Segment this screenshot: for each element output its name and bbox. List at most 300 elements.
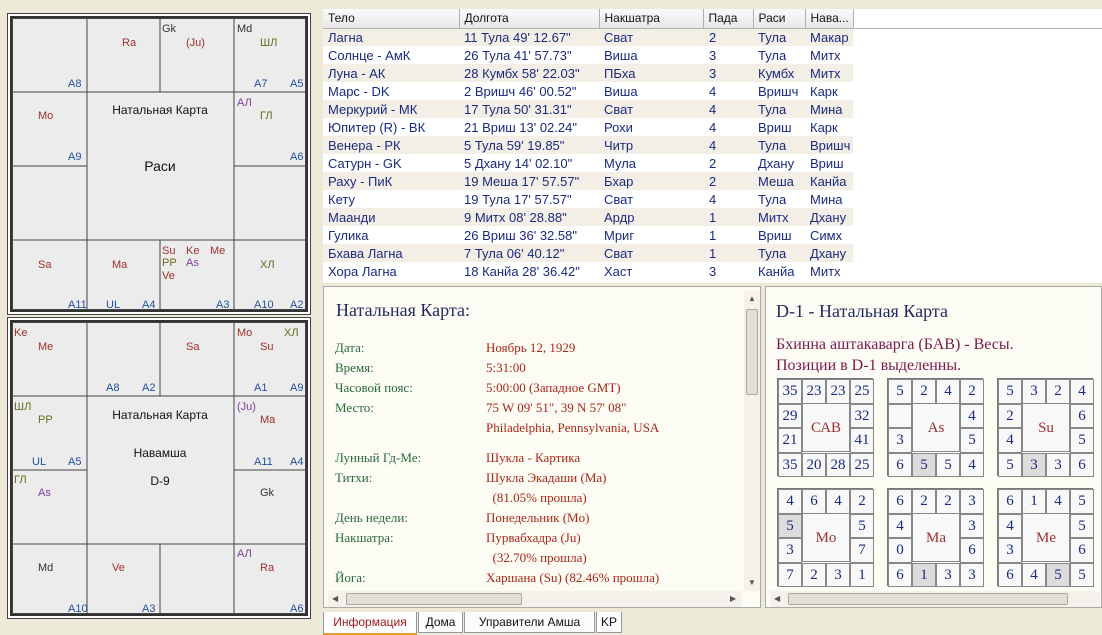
table-cell: Рохи [604, 119, 633, 135]
chart-label: АЛ [237, 548, 252, 560]
subtitle-line-2: Позиции в D-1 выделенны. [776, 357, 962, 374]
scroll-right-icon[interactable]: ▶ [730, 594, 737, 603]
table-cell: Митх [805, 64, 853, 82]
table-row[interactable] [323, 82, 1102, 100]
scroll-thumb[interactable] [346, 593, 522, 605]
column-header[interactable]: Нава... [805, 9, 853, 28]
chart-label: A9 [290, 382, 304, 394]
chart-label: Sa [38, 259, 52, 271]
table-cell-spacer [853, 262, 1102, 280]
bav-cell: 35 [778, 453, 802, 478]
bav-cell: 6 [888, 453, 912, 478]
bav-box[interactable] [777, 488, 873, 586]
table-cell: Дханy [758, 155, 795, 171]
table-cell: Бхава Лагна [323, 244, 459, 262]
chart-label: Mo [38, 110, 54, 122]
bav-cell: 5 [912, 453, 936, 478]
chart-label: UL [32, 456, 47, 468]
bav-box-label: Me [1022, 513, 1070, 562]
scroll-up-icon[interactable]: ▲ [748, 294, 756, 303]
table-cell: Юпитер (R) - ВК [328, 119, 426, 135]
chart-label: Md [237, 23, 253, 35]
table-cell-spacer [853, 136, 1102, 154]
info-key: Накшатра: [335, 530, 394, 545]
chart-subtitle: Навамша [133, 446, 187, 460]
table-cell: 28 Кумбх 58' 22.03" [459, 64, 599, 82]
info-value: 5:31:00 [486, 360, 526, 375]
bav-cell: 3 [1022, 453, 1046, 478]
table-cell: Меша [753, 172, 805, 190]
bav-cell: 25 [850, 379, 874, 404]
bav-box[interactable] [777, 378, 873, 476]
info-value: (32.70% прошла) [486, 550, 587, 565]
bav-box[interactable] [887, 378, 983, 476]
column-header[interactable]: Раси [753, 9, 805, 28]
chart-label: Ke [14, 327, 28, 339]
bav-cell: 6 [1070, 453, 1094, 478]
table-cell: 2 [709, 155, 717, 171]
table-row[interactable] [323, 46, 1102, 64]
table-cell: 3 [703, 64, 753, 82]
bav-cell: 4 [936, 379, 960, 404]
table-cell-spacer [853, 208, 1102, 226]
table-cell: Митх [810, 47, 841, 63]
chart-label: PP [38, 414, 53, 426]
chart-label: Gk [260, 487, 275, 499]
bav-cell: 2 [1046, 379, 1070, 404]
info-key: Йога: [335, 570, 366, 585]
info-value: Понедельник (Mo) [486, 510, 590, 525]
chart-label: Me [210, 245, 226, 257]
chart-label: Me [38, 341, 54, 353]
bav-cell: 5 [778, 514, 802, 539]
bav-box-label: Su [1022, 403, 1070, 452]
chart-label: PP [162, 257, 177, 269]
chart-label: ХЛ [284, 327, 299, 339]
table-row[interactable] [323, 172, 1102, 190]
info-key: Дата: [335, 340, 365, 355]
bav-cell: 3 [888, 428, 912, 453]
bav-cell: 20 [802, 453, 826, 478]
table-cell: 4 [703, 136, 753, 154]
bav-cell: 2 [802, 563, 826, 588]
chart-label: Ma [260, 414, 276, 426]
table-row[interactable] [323, 64, 1102, 82]
chart-label: АЛ [237, 97, 252, 109]
table-cell: 4 [703, 100, 753, 118]
table-cell: 26 Тула 41' 57.73" [464, 47, 572, 63]
table-cell: Вриш [758, 227, 792, 243]
chart-label: Ke [186, 245, 200, 257]
table-cell: Канйа [805, 172, 853, 190]
bav-cell: 5 [888, 379, 912, 404]
chart-label: ГЛ [260, 110, 273, 122]
bav-cell: 23 [826, 379, 850, 404]
table-cell: 1 [703, 208, 753, 226]
table-cell: Вриш [758, 119, 792, 135]
bav-cell: 5 [936, 453, 960, 478]
table-cell: Вришч [758, 83, 799, 99]
chart-label: Ra [122, 37, 137, 49]
bav-cell: 3 [960, 489, 984, 514]
table-cell-spacer [853, 190, 1102, 208]
chart-label: ШЛ [14, 401, 32, 413]
bav-cell: 25 [850, 453, 874, 478]
bav-cell: 5 [1070, 489, 1094, 514]
chart-label: Ve [162, 270, 175, 282]
bav-cell: 2 [912, 379, 936, 404]
table-cell: 4 [709, 191, 717, 207]
bav-cell: 41 [850, 428, 874, 453]
chart-label: Mo [237, 327, 253, 339]
table-cell: ПБха [599, 64, 703, 82]
table-cell: Дханy [805, 244, 853, 262]
table-cell: 7 Тула 06' 40.12" [459, 244, 599, 262]
bav-cell: 5 [1070, 514, 1094, 539]
column-header[interactable]: Пада [703, 9, 753, 28]
table-cell: Карк [810, 119, 838, 135]
chart-label: A4 [290, 456, 304, 468]
info-value: 5:00:00 (Западное GMT) [486, 380, 621, 395]
scroll-left-icon[interactable]: ◀ [774, 594, 781, 603]
table-cell: Митх [753, 208, 805, 226]
table-cell: Маанди [323, 208, 459, 226]
table-cell: Лагна [323, 28, 459, 46]
bav-cell: 6 [888, 489, 912, 514]
bav-cell: 7 [778, 563, 802, 588]
table-cell: Мриг [604, 227, 635, 243]
table-cell: Тула [753, 100, 805, 118]
table-cell-spacer [853, 118, 1102, 136]
table-cell: Митх [810, 263, 841, 279]
table-cell: Меркурий - МК [323, 100, 459, 118]
tab[interactable]: Информация [323, 612, 417, 635]
chart-label: ХЛ [260, 259, 275, 271]
column-header[interactable]: Тело [323, 9, 459, 28]
scroll-thumb[interactable] [746, 309, 758, 395]
table-cell: 3 [709, 47, 717, 63]
chart-label: A11 [68, 299, 87, 311]
info-value: (81.05% прошла) [486, 490, 587, 505]
table-row[interactable] [323, 100, 1102, 118]
info-value: 75 W 09' 51", 39 N 57' 08" [486, 400, 627, 415]
info-value: Шукла Экадаши (Ma) [486, 470, 607, 485]
bav-cell: 1 [1022, 489, 1046, 514]
table-row[interactable] [323, 244, 1102, 262]
chart-label: Gk [162, 23, 177, 35]
chart-label: Ra [260, 562, 275, 574]
bav-cell: 4 [1022, 563, 1046, 588]
bav-box-label: Mo [802, 513, 850, 562]
column-header[interactable]: Накшатра [599, 9, 703, 28]
chart-label: A4 [142, 299, 156, 311]
table-row[interactable] [323, 136, 1102, 154]
bav-cell: 4 [778, 489, 802, 514]
scroll-left-icon[interactable]: ◀ [332, 594, 339, 603]
ashtakavarga-title: D-1 - Натальная Карта [776, 301, 948, 321]
table-cell: Бхар [599, 172, 703, 190]
table-cell: Венера - РК [323, 136, 459, 154]
bav-cell: 5 [960, 428, 984, 453]
rasi-chart[interactable] [10, 16, 308, 312]
table-cell: Ардр [599, 208, 703, 226]
chart-label: A6 [290, 603, 304, 615]
table-cell: Гулика [328, 227, 369, 243]
bav-cell: 5 [998, 379, 1022, 404]
tab[interactable]: Управители Амша [464, 612, 595, 633]
bav-cell: 4 [1046, 489, 1070, 514]
chart-label: ГЛ [14, 474, 27, 486]
chart-label: A2 [290, 299, 304, 311]
bav-box[interactable] [887, 488, 983, 586]
chart-label: As [38, 487, 51, 499]
chart-label: A8 [68, 78, 82, 90]
bav-cell: 35 [778, 379, 802, 404]
bav-cell: 2 [936, 489, 960, 514]
scroll-down-icon[interactable]: ▼ [748, 578, 756, 587]
navamsha-chart[interactable] [10, 320, 308, 616]
info-key: Титхи: [335, 470, 373, 485]
bav-box-label: As [912, 403, 960, 452]
info-key: Время: [335, 360, 374, 375]
table-cell: Тула [753, 28, 805, 46]
bav-cell: 6 [802, 489, 826, 514]
table-cell: Сатурн - GK [328, 155, 402, 171]
table-cell: Мула [604, 155, 637, 171]
table-row[interactable] [323, 262, 1102, 280]
bav-cell: 2 [912, 489, 936, 514]
bav-cell: 1 [850, 563, 874, 588]
chart-label: Ma [112, 259, 128, 271]
bav-cell: 3 [778, 538, 802, 563]
chart-label: As [186, 257, 199, 269]
table-cell: 2 Вришч 46' 00.52" [464, 83, 577, 99]
info-key: Часовой пояс: [335, 380, 413, 395]
bav-cell: 2 [998, 404, 1022, 429]
bav-box-label: САВ [802, 403, 850, 452]
chart-label: A6 [290, 151, 304, 163]
chart-label: ШЛ [260, 37, 278, 49]
bav-cell: 6 [960, 538, 984, 563]
bav-cell: 4 [826, 489, 850, 514]
chart-label: Sa [186, 341, 200, 353]
table-cell: Виша [604, 47, 638, 63]
table-cell: Хаст [604, 263, 633, 279]
table-row[interactable] [323, 190, 1102, 208]
table-cell: Мина [810, 191, 843, 207]
table-cell: Сват [599, 100, 703, 118]
bav-cell: 7 [850, 538, 874, 563]
table-cell: Дханy [805, 208, 853, 226]
table-cell: Сват [599, 244, 703, 262]
bav-cell: 3 [1046, 453, 1070, 478]
table-cell: 18 Канйа 28' 36.42" [464, 263, 580, 279]
table-cell: 1 [709, 227, 717, 243]
bav-cell: 3 [936, 563, 960, 588]
bav-box[interactable] [997, 378, 1093, 476]
info-horizontal-scrollbar[interactable] [328, 591, 742, 607]
table-row[interactable] [323, 118, 1102, 136]
chart-label: A7 [254, 78, 268, 90]
table-cell: Раху - ПиК [323, 172, 459, 190]
bav-cell: 6 [998, 489, 1022, 514]
table-row[interactable] [323, 154, 1102, 172]
bav-cell: 2 [960, 379, 984, 404]
info-vertical-scrollbar[interactable] [744, 291, 760, 591]
chart-label: (Ju) [237, 401, 256, 413]
bav-cell: 3 [998, 538, 1022, 563]
ashtakavarga-panel[interactable] [765, 286, 1102, 608]
table-header-row [323, 9, 1102, 28]
ashtakavarga-subtitle [776, 334, 1014, 376]
bav-cell: 4 [1070, 379, 1094, 404]
table-cell: 21 Вриш 13' 02.24" [464, 119, 577, 135]
chart-subtitle-2: D-9 [150, 474, 170, 488]
table-cell-spacer [853, 82, 1102, 100]
chart-label: A2 [142, 382, 156, 394]
chart-label: A5 [290, 78, 304, 90]
info-value: Шукла - Картика [486, 450, 581, 465]
column-header[interactable]: Долгота [459, 9, 599, 28]
table-cell: Вришч [805, 136, 853, 154]
chart-label: A1 [254, 382, 268, 394]
table-cell: Макар [805, 28, 853, 46]
table-cell-spacer [853, 244, 1102, 262]
scroll-thumb[interactable] [788, 593, 1068, 605]
bav-cell: 23 [802, 379, 826, 404]
table-cell: 17 Тула 50' 31.31" [459, 100, 599, 118]
bav-cell: 5 [1046, 563, 1070, 588]
bav-cell: 0 [888, 538, 912, 563]
table-cell: Сват [604, 191, 634, 207]
bav-cell: 32 [850, 404, 874, 429]
table-cell: Тула [758, 191, 787, 207]
chart-label: Su [260, 341, 274, 353]
bav-cell: 4 [998, 514, 1022, 539]
table-cell: 1 [703, 244, 753, 262]
bav-cell: 5 [1070, 428, 1094, 453]
info-value: Харшана (Su) (82.46% прошла) [486, 570, 660, 585]
bav-cell: 5 [1070, 563, 1094, 588]
chart-label: A5 [68, 456, 82, 468]
table-cell: 4 [709, 119, 717, 135]
bav-box[interactable] [997, 488, 1093, 586]
table-cell: Тула [753, 244, 805, 262]
ashta-horizontal-scrollbar[interactable] [770, 591, 1100, 607]
bav-cell: 6 [1070, 538, 1094, 563]
table-cell: Вриш [810, 155, 844, 171]
table-cell: Читр [599, 136, 703, 154]
chart-label: (Ju) [186, 37, 205, 49]
bav-cell: 4 [960, 453, 984, 478]
table-cell: Тула [753, 136, 805, 154]
table-cell: 2 [703, 172, 753, 190]
chart-label: Ve [112, 562, 125, 574]
table-cell: Сват [599, 28, 703, 46]
info-title: Натальная Карта: [336, 300, 470, 320]
tab[interactable]: KP [596, 612, 622, 633]
bav-cell: 6 [1070, 404, 1094, 429]
table-cell: Виша [604, 83, 638, 99]
info-key: Место: [335, 400, 374, 415]
chart-label: A8 [106, 382, 120, 394]
tab[interactable]: Дома [418, 612, 463, 633]
table-cell: 2 [703, 28, 753, 46]
bav-cell: 6 [998, 563, 1022, 588]
table-cell: Тула [758, 47, 787, 63]
bav-cell: 28 [826, 453, 850, 478]
bav-cell: 29 [778, 404, 802, 429]
chart-label: A10 [254, 299, 274, 311]
chart-label: A10 [68, 603, 88, 615]
table-cell: Солнце - АмК [328, 47, 411, 63]
chart-label: A9 [68, 151, 82, 163]
table-cell-spacer [853, 100, 1102, 118]
table-cell: 11 Тула 49' 12.67" [459, 28, 599, 46]
table-cell: 19 Тула 17' 57.57" [464, 191, 572, 207]
bav-cell: 3 [1022, 379, 1046, 404]
table-cell: 5 Тула 59' 19.85" [459, 136, 599, 154]
chart-title: Натальная Карта [112, 103, 208, 117]
table-cell: Мина [805, 100, 853, 118]
table-cell-spacer [853, 64, 1102, 82]
info-panel[interactable] [323, 286, 761, 608]
chart-subtitle: Раси [144, 158, 176, 174]
table-row[interactable] [323, 208, 1102, 226]
table-cell-spacer [853, 46, 1102, 64]
table-row[interactable] [323, 226, 1102, 244]
table-body [323, 28, 1102, 280]
table-cell: Симх [810, 227, 843, 243]
info-value: Ноябрь 12, 1929 [486, 340, 576, 355]
info-key: День недели: [335, 510, 408, 525]
bav-cell: 4 [888, 514, 912, 539]
bav-cell: 2 [850, 489, 874, 514]
table-cell: Марс - DK [328, 83, 390, 99]
table-cell: 26 Вриш 36' 32.58" [464, 227, 577, 243]
bav-cell: 21 [778, 428, 802, 453]
bav-cell: 6 [888, 563, 912, 588]
table-cell: Карк [810, 83, 838, 99]
chart-label: Su [162, 245, 176, 257]
table-cell-spacer [853, 154, 1102, 172]
planet-table[interactable] [323, 9, 1102, 283]
bav-cell [888, 404, 912, 429]
table-cell: 3 [709, 263, 717, 279]
bav-box-label: Ma [912, 513, 960, 562]
table-cell-spacer [853, 226, 1102, 244]
table-cell: 19 Меша 17' 57.57" [459, 172, 599, 190]
bav-cell: 1 [912, 563, 936, 588]
table-row[interactable] [323, 28, 1102, 46]
chart-label: A3 [216, 299, 230, 311]
info-key: Лунный Гд-Ме: [335, 450, 422, 465]
bav-cell: 4 [960, 404, 984, 429]
chart-title: Натальная Карта [112, 408, 208, 422]
chart-label: UL [106, 299, 121, 311]
table-cell-spacer [853, 172, 1102, 190]
bav-cell: 3 [826, 563, 850, 588]
table-cell: Луна - АК [323, 64, 459, 82]
table-cell: 5 Дханy 14' 02.10" [464, 155, 573, 171]
column-header-spacer [853, 9, 1102, 28]
table-cell: Кумбх [753, 64, 805, 82]
table-cell: Канйа [758, 263, 795, 279]
table-cell-spacer [853, 28, 1102, 46]
table-cell: 4 [709, 83, 717, 99]
info-value: Пурвабхадра (Ju) [486, 530, 581, 545]
bav-cell: 5 [998, 453, 1022, 478]
